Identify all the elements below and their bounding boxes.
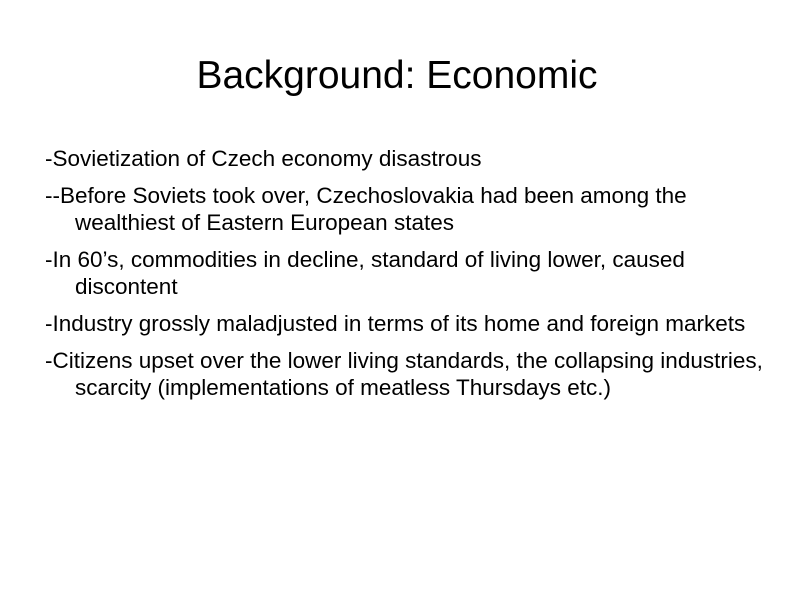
bullet-list	[45, 145, 765, 411]
bullet-item: -Sovietization of Czech economy disastrous	[45, 146, 482, 171]
bullet-item: -Industry grossly maladjusted in terms of its home and foreign markets	[45, 311, 746, 336]
bullet-item: --Before Soviets took over, Czechoslovakia had been among the wealthiest of Eastern European states	[45, 183, 687, 235]
slide-title: Background: Economic	[196, 54, 598, 97]
bullet-item: -In 60’s, commodities in decline, standard of living lower, caused discontent	[45, 247, 685, 299]
bullet-item: -Citizens upset over the lower living standards, the collapsing industries, scarcity (implementations of meatless Thursdays etc.)	[45, 348, 763, 400]
